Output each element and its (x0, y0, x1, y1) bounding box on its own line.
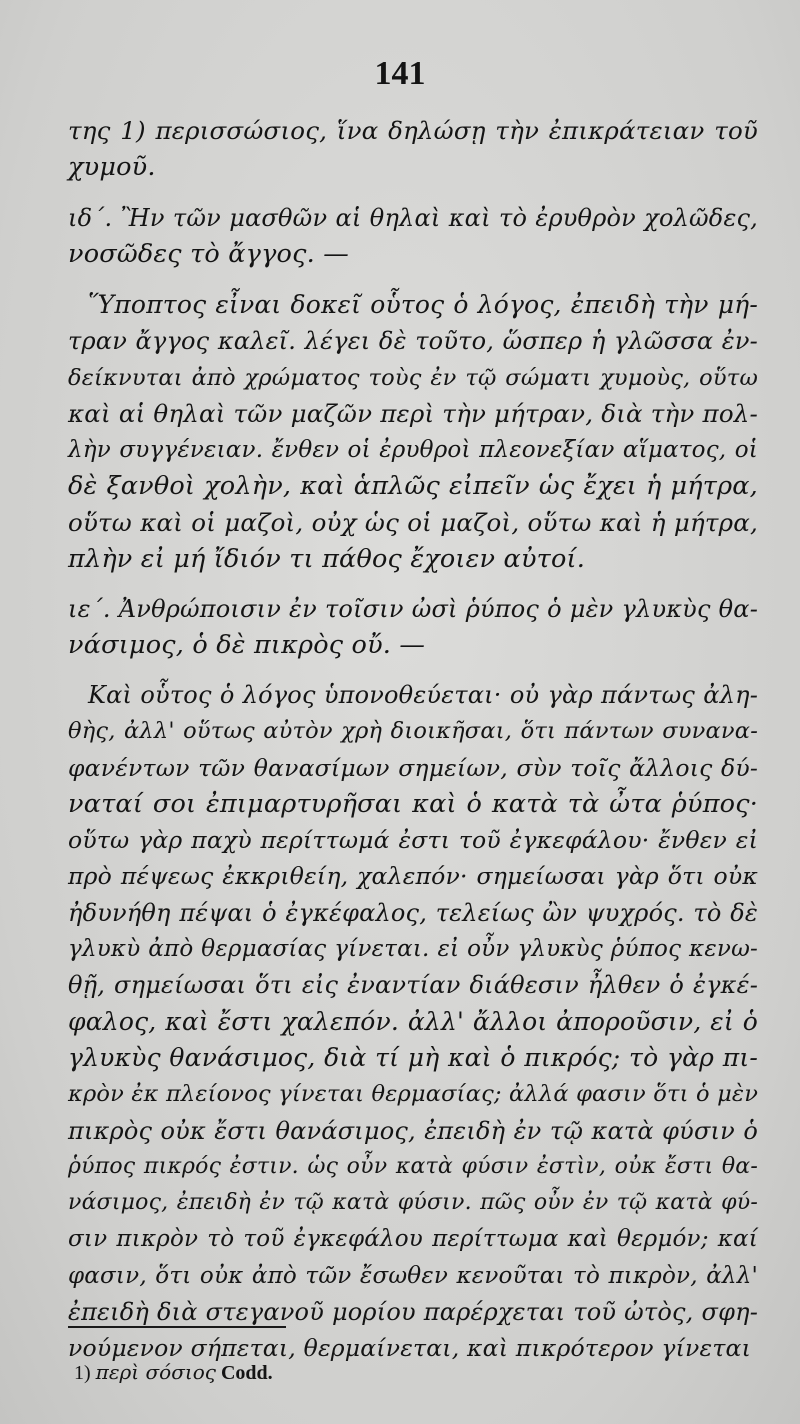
footnote (74, 1360, 273, 1385)
aphorism-14 (68, 200, 758, 273)
text-line: γλυκὺ ἀπὸ θερμασίας γίνεται. εἰ οὖν γλυκὺς ῥύπος κενω- (68, 936, 758, 963)
text-line: οὕτω καὶ οἱ μαζοὶ, οὐχ ὡς οἱ μαζοὶ, οὕτω καὶ ἡ μήτρα, (68, 507, 758, 537)
text-line: πικρὸς οὐκ ἔστι θανάσιμος, ἐπειδὴ ἐν τῷ κατὰ φύσιν ὁ (68, 1116, 758, 1145)
text-line: λὴν συγγένειαν. ἔνθεν οἱ ἐρυθροὶ πλεονεξίαν αἵματος, οἱ (68, 437, 758, 464)
text-line: γλυκὺς θανάσιμος, διὰ τί μὴ καὶ ὁ πικρός; τὸ γὰρ πι- (68, 1042, 758, 1072)
text-line: νάσιμος, ἐπειδὴ ἐν τῷ κατὰ φύσιν. πῶς οὖν ἐν τῷ κατὰ φύ- (68, 1190, 758, 1216)
commentary-14 (68, 287, 758, 577)
text-line: θὴς, ἀλλ' οὕτως αὐτὸν χρὴ διοικῆσαι, ὅτι πάντων συνανα- (68, 718, 758, 745)
footnote-divider (68, 1326, 286, 1328)
footnote-source: Codd. (220, 1362, 273, 1384)
text-line: σιν πικρὸν τὸ τοῦ ἐγκεφάλου περίττωμα καὶ θερμόν; καί (68, 1226, 758, 1253)
text-line: θῇ, σημείωσαι ὅτι εἰς ἐναντίαν διάθεσιν ἦλθεν ὁ ἐγκέ- (68, 971, 758, 1000)
text-line: νοσῶδες τὸ ἄγγος. — (68, 239, 349, 270)
text-line: της 1) περισσώσιος, ἵνα δηλώσῃ τὴν ἐπικράτειαν τοῦ (68, 116, 758, 145)
aphorism-15 (68, 591, 758, 664)
text-line: νούμενον σήπεται, θερμαίνεται, καὶ πικρότερον γίνεται (68, 1334, 752, 1363)
text-line: καὶ αἱ θηλαὶ τῶν μαζῶν περὶ τὴν μήτραν, διὰ τὴν πολ- (68, 398, 758, 428)
text-line: ἐπειδὴ διὰ στεγανοῦ μορίου παρέρχεται τοῦ ὠτὸς, σφη- (68, 1298, 758, 1327)
footnote-reading: περὶ σόσιος (95, 1360, 216, 1384)
text-line: ῥύπος πικρός ἐστιν. ὡς οὖν κατὰ φύσιν ἐστὶν, οὐκ ἔστι θα- (68, 1153, 758, 1179)
text-line: οὕτω γὰρ παχὺ περίττωμά ἐστι τοῦ ἐγκεφάλου· ἔνθεν εἰ (68, 826, 758, 855)
text-line: Καὶ οὗτος ὁ λόγος ὑπονοθεύεται· οὐ γὰρ πάντως ἀλη- (88, 681, 758, 709)
footnote-marker: 1) (74, 1362, 91, 1384)
text-line: ιδ΄. Ἢν τῶν μασθῶν αἱ θηλαὶ καὶ τὸ ἐρυθρὸν χολῶδες, (68, 204, 758, 232)
text-line: νάσιμος, ὁ δὲ πικρὸς οὔ. — (68, 630, 426, 661)
text-line: ἠδυνήθη πέψαι ὁ ἐγκέφαλος, τελείως ὢν ψυχρός. τὸ δὲ (68, 898, 758, 927)
text-line: δὲ ξανθοὶ χολὴν, καὶ ἁπλῶς εἰπεῖν ὡς ἔχει ἡ μήτρα, (68, 471, 758, 502)
text-line: φασιν, ὅτι οὐκ ἀπὸ τῶν ἔσωθεν κενοῦται τὸ πικρὸν, ἀλλ' (68, 1262, 758, 1289)
text-line: πρὸ πέψεως ἐκκριθείη, χαλεπόν· σημείωσαι γὰρ ὅτι οὐκ (68, 862, 758, 891)
text-line: φανέντων τῶν θανασίμων σημείων, σὺν τοῖς ἄλλοις δύ- (68, 753, 758, 782)
text-line: χυμοῦ. (68, 152, 156, 183)
text-line: Ὕποπτος εἶναι δοκεῖ οὗτος ὁ λόγος, ἐπειδὴ τὴν μή- (88, 290, 758, 319)
text-line: κρὸν ἐκ πλείονος γίνεται θερμασίας; ἀλλά φασιν ὅτι ὁ μὲν (68, 1081, 759, 1108)
text-line: πλὴν εἰ μή ἴδιόν τι πάθος ἔχοιεν αὐτοί. (68, 544, 586, 575)
paragraph-continuation (68, 113, 758, 186)
commentary-15 (68, 677, 758, 1367)
text-line: τραν ἄγγος καλεῖ. λέγει δὲ τοῦτο, ὥσπερ ἡ γλῶσσα ἐν- (68, 327, 758, 356)
text-line: ιε΄. Ἀνθρώποισιν ἐν τοῖσιν ὠσὶ ῥύπος ὁ μὲν γλυκὺς θα- (68, 595, 758, 623)
text-line: φαλος, καὶ ἔστι χαλεπόν. ἀλλ' ἄλλοι ἀποροῦσιν, εἰ ὁ (68, 1006, 758, 1036)
page-number: 141 (374, 55, 426, 92)
text-line: ναταί σοι ἐπιμαρτυρῆσαι καὶ ὁ κατὰ τὰ ὦτα ῥύπος· (68, 788, 758, 819)
text-line: δείκνυται ἀπὸ χρώματος τοὺς ἐν τῷ σώματι χυμοὺς, οὕτω (68, 364, 758, 391)
